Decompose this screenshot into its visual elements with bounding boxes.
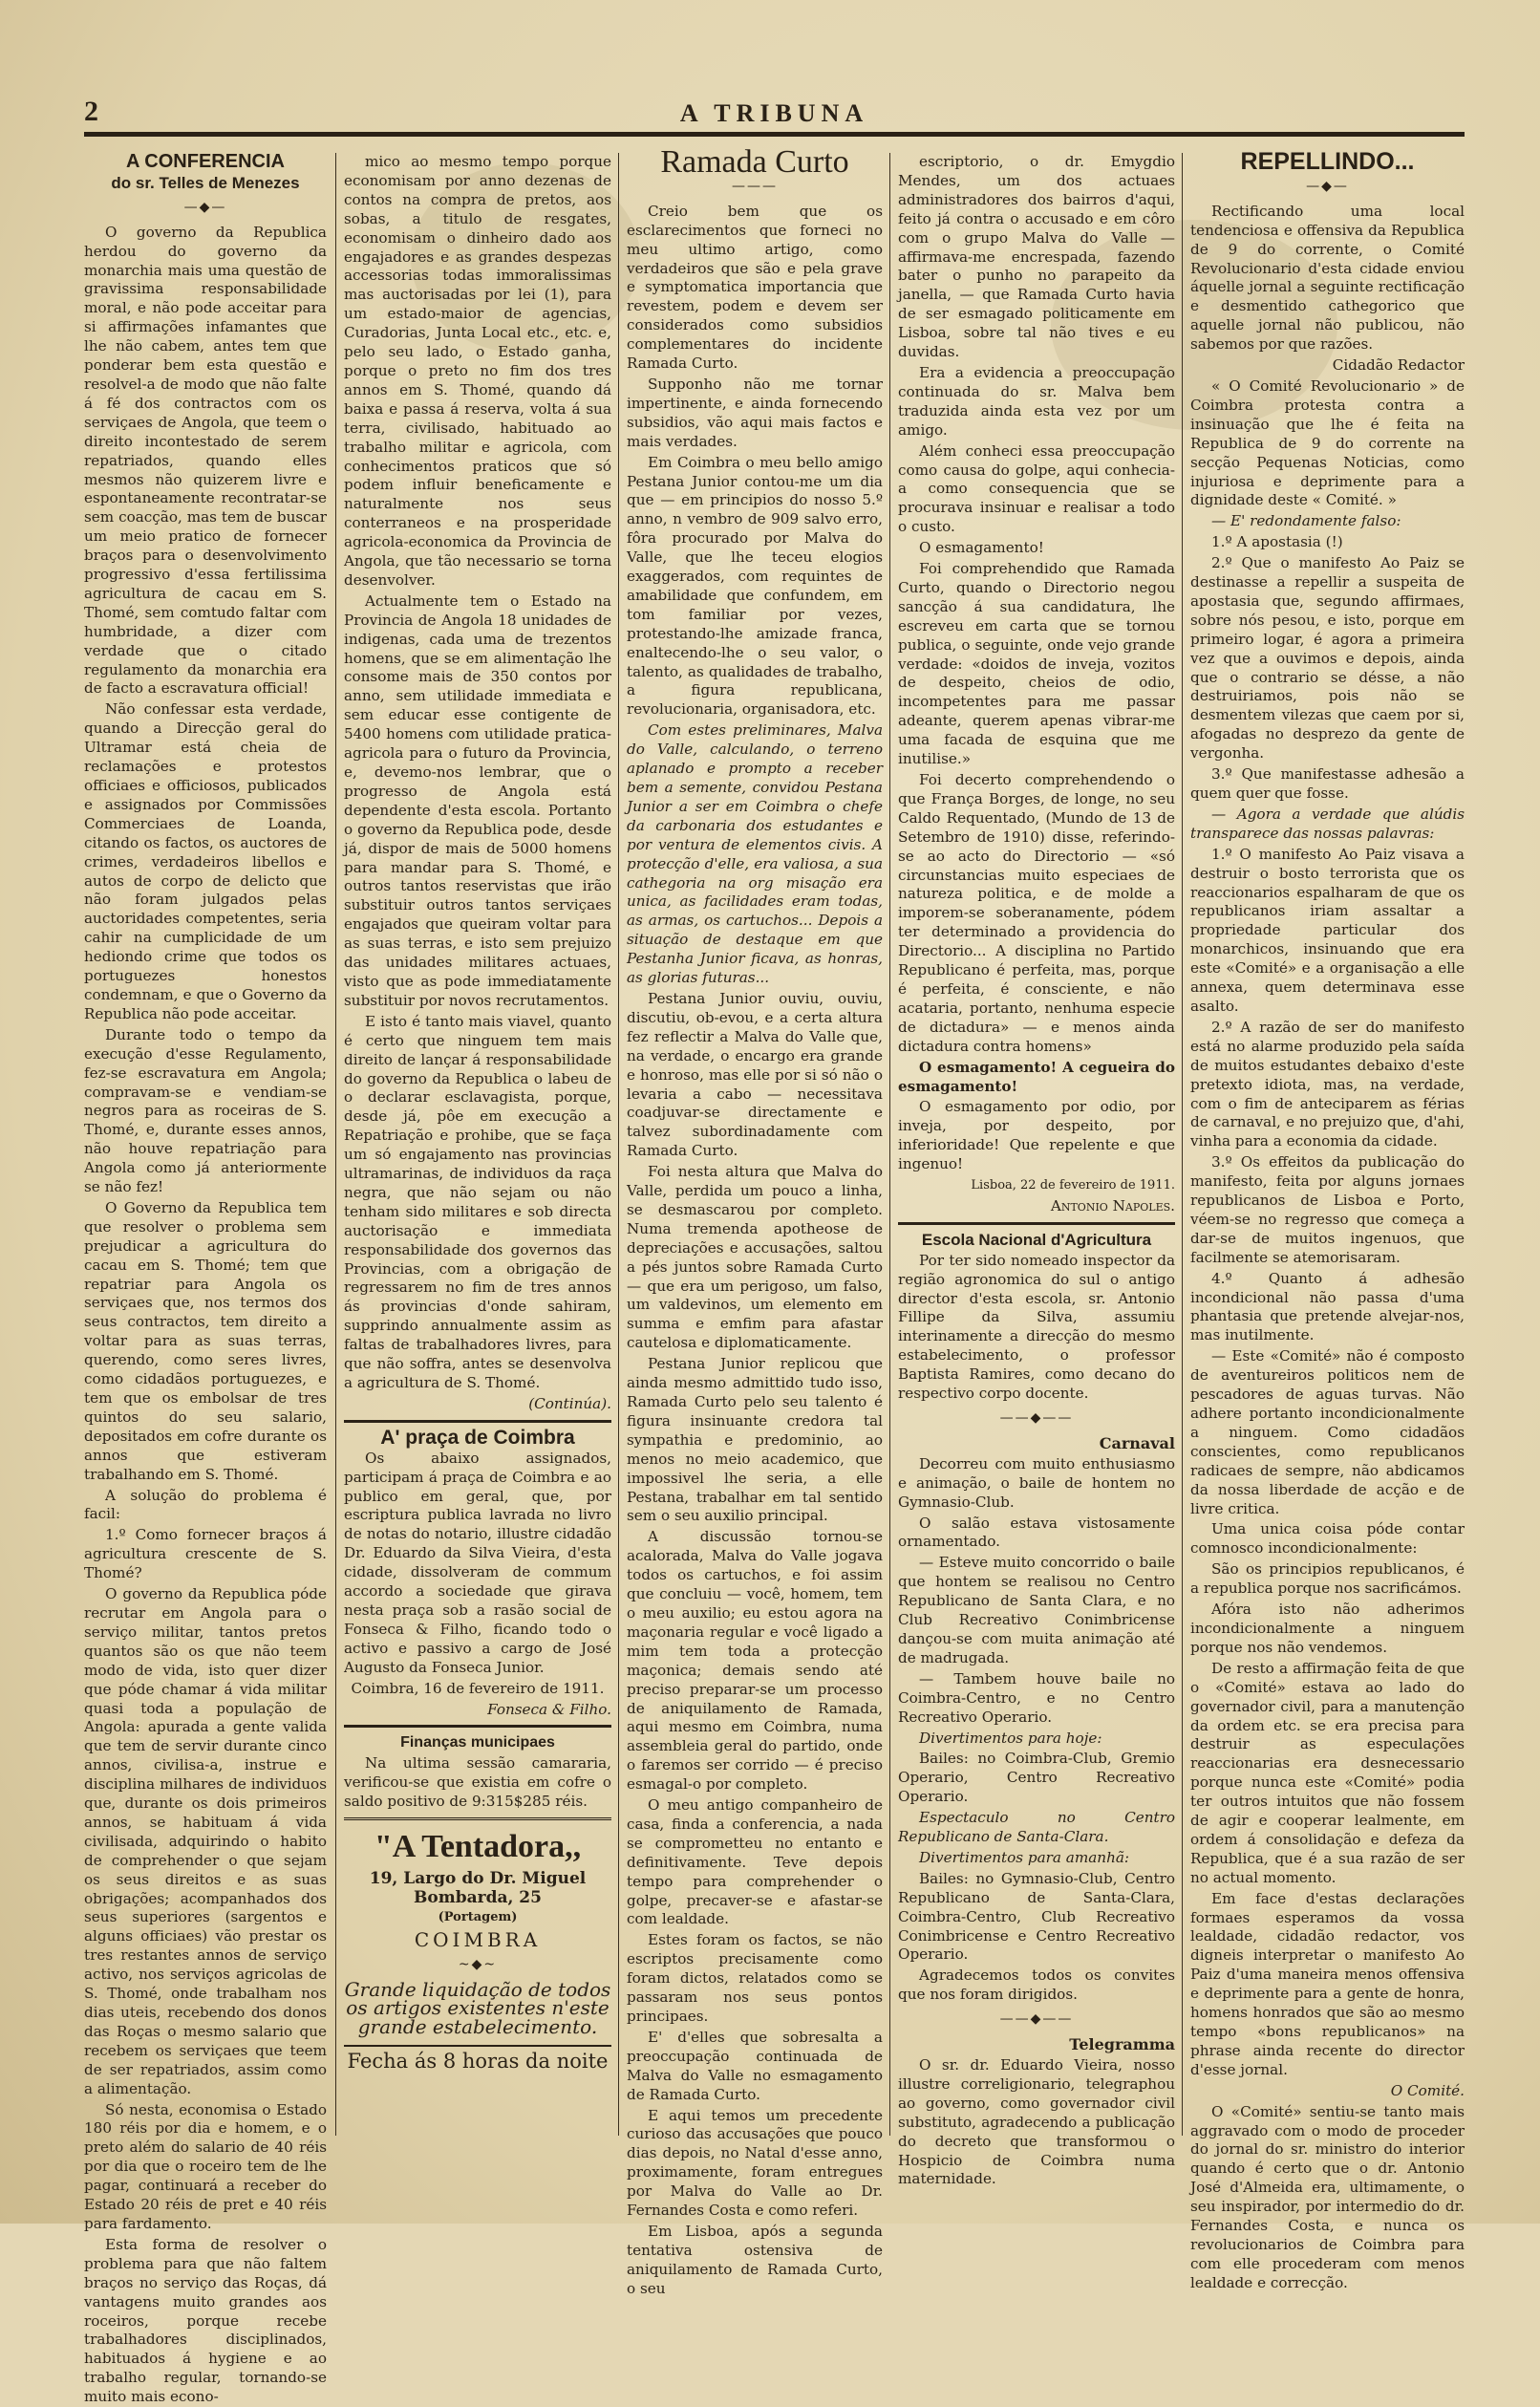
paragraph: E' d'elles que sobresalta a preoccupação continuada de Malva do Valle no esmagamento de Ramada Curto.	[627, 2028, 883, 2103]
paragraph: Por ter sido nomeado inspector da região agronomica do sul o antigo director d'esta escola, sr. Antonio Fillipe da Silva, assumiu interinamente a direcção do mesmo estabelecimento, o professor Baptista Ramires, como decano do respectivo corpo docente.	[898, 1251, 1175, 1403]
column-rule	[335, 153, 336, 2136]
paragraph: Espectaculo no Centro Republicano de Santa-Clara.	[898, 1809, 1175, 1846]
paragraph: Foi decerto comprehendendo o que França Borges, de longe, no seu Caldo Requentado, (Mundo de 13 de Setembro de 1910) disse, referindo-se ao acto do Directorio — «só circunstancias muito especiaes de natureza politica, e de molde a imporem-se soberanamente, pódem ter determinado a providencia do Directorio... A disciplina no Partido Republicano é perfeita, mas, porque é perfeita, é consciente, e não acataria, portanto, nenhuma especie de dictadura» — e menos ainda dictadura contra homens»	[898, 771, 1175, 1055]
paragraph: Divertimentos para amanhã:	[919, 1848, 1130, 1866]
article-date: Lisboa, 22 de fevereiro de 1911.	[971, 1178, 1175, 1193]
paragraph: Em Coimbra o meu bello amigo Pestana Junior contou-me um dia que — em principios do nosso 5.º anno, n vembro de 909 salvo erro, fôra procurado por Malva do Valle, que lhe teceu elogios exaggerados, com requintes de amabilidade que confundem, em tom familiar por vezes, protestando-lhe amizade franca, enaltecendo-lhe o seu valor, o talento, as qualidades de trabalho, a figura republicana, revolucionaria, organisadora, etc.	[627, 453, 883, 719]
paragraph: O governo da Republica herdou do governo da monarchia mais uma questão de gravissima responsabilidade moral, e não pode acceitar para si affirmações infamantes que lhe não cabem, antes tem que ponderar bem esta questão e resolvel-a de modo que não falte á fé dos contractos com os serviçaes de Angola, que teem o direito incontestado de serem repatriados, quando elles mesmos não quizerem livre e espontaneamente recontratar-se sem coacção, mas tem de buscar um meio pratico de fornecer braços para o desenvolvimento progressivo d'essa fertilissima agricultura de cacau em S. Thomé, sem comtudo faltar com humbridade, a dizer com verdade que o citado regulamento da monarchia era de facto a escravatura official!	[84, 223, 327, 698]
paragraph: Os abaixo assignados, participam á praça de Coimbra e ao publico em geral, que, por escriptura publica lavrada no livro de notas do notario, illustre cidadão Dr. Eduardo da Silva Vieira, d'esta cidade, dissolveram de commum accordo a sociedade que girava nesta praça sob a rasão social de Fonseca & Filho, ficando todo o activo e passivo a cargo de José Augusto da Fonseca Junior.	[344, 1449, 611, 1676]
separator: —◆—	[183, 199, 227, 215]
paragraph: Bailes: no Coimbra-Club, Gremio Operario, Centro Recreativo Operario.	[898, 1750, 1175, 1806]
paragraph: mico ao mesmo tempo porque economisam por anno dezenas de contos na compra de pretos, aos sobas, a titulo de resgates, economisam o dinheiro dado aos engajadores e as grandes despezas accessorias todas immoralissimas mas auctorisadas por lei (1), para um estado-maior de agencias, Curadorias, Junta Local etc., etc. e, pelo seu lado, o Estado ganha, porque o preto no fim dos tres annos em S. Thomé, quando dá baixa e passa á reserva, volta á sua terra, civilisado, habituado ao trabalho militar e agricola, com conhecimentos praticos que só podem influir beneficamente e naturalmente nos seus conterraneos e na prosperidade agricola-economica da Provincia de Angola, que tão necessario se torna desenvolver.	[344, 153, 611, 589]
notice-signature: Fonseca & Filho.	[487, 1700, 611, 1718]
paragraph: O Governo da Republica tem que resolver o problema sem prejudicar a agricultura do cacau em S. Thomé; tem que repatriar para Angola os serviçaes que, nos termos dos seus contractos, tem direito a voltar para as suas terras, querendo, como seres livres, como cidadãos portuguezes, e tem que os embolsar de tres quintos do seu salario, depositados em cofre durante os annos que estiveram trabalhando em S. Thomé.	[84, 1198, 327, 1483]
paragraph: E isto é tanto mais viavel, quanto é certo que ninguem tem mais direito de lançar á responsabilidade do governo da Republica o labeu de o declarar esclavagista, porque, desde já, pôe em execução a Repatriação e prohibe, que se faça um só engajamento nas provincias ultramarinas, de individuos da raça negra, que não sejam ou não tenham sido militares e sob directa auctorisação e immediata responsabilidade dos governos das Provincias, com a obrigação de regressarem no fim de tres annos ás provincias d'onde sahiram, supprindo annualmente assim as faltas de trabalhadores livres, para que não soffra, antes se desenvolva a agricultura de S. Thomé.	[344, 1012, 611, 1391]
paragraph: O esmagamento! A cegueira do esmagamento!	[898, 1058, 1175, 1095]
paragraph: 1.º A apostasia (!)	[1211, 533, 1343, 551]
notice-date: Coimbra, 16 de fevereiro de 1911.	[351, 1679, 605, 1697]
paragraph: Não confessar esta verdade, quando a Direcção geral do Ultramar está cheia de reclamações e protestos officiaes e officiosos, publicados e assignados por Commissões Commerciaes de Loanda, citando os factos, os auctores de crimes, verdadeiros libellos e autos de corpo de delicto que não foram julgados pelas auctoridades competentes, seria cahir na cumplicidade de um hediondo crime que todos os portuguezes honestos condemnam, e que o Governo da Republica não pode acceitar.	[84, 700, 327, 1022]
article-subheading: do sr. Telles de Menezes	[111, 173, 300, 192]
article-heading: Ramada Curto	[660, 144, 849, 180]
ad-text: Grande liquidação de todos os artigos existentes n'este grande estabelecimento.	[344, 1977, 611, 2039]
paragraph: Rectificando uma local tendenciosa e offensiva da Republica de 9 do corrente, o Comité Revolucionario d'esta cidade enviou áquelle jornal a seguinte rectificação e desmentido cathegorico que aquelle jornal não publicou, não sabemos por que razões.	[1190, 202, 1465, 354]
salutation: Cidadão Redactor	[1332, 356, 1465, 375]
paragraph: Foi nesta altura que Malva do Valle, perdida um pouco a linha, se desmascarou por completo. Numa tremenda apotheose de depreciações e accusações, saltou a pés juntos sobre Ramada Curto — que era um perigoso, um falso, um valdevinos, um elemento em summa e emfim para afastar cautelosa e diplomaticamente.	[627, 1163, 883, 1352]
paragraph: A discussão tornou-se acalorada, Malva do Valle jogava todos os cartuchos, e foi assim que concluiu — você, homem, tem o meu auxilio; eu estou agora na maçonaria regular e você ligado a mim tem toda a protecção maçonica; demais sendo até preciso preparar-se um processo de aniquilamento de Ramada, aqui mesmo em Coimbra, numa assembleia geral do partido, onde o faremos ser corrido — é preciso esmagal-o por completo.	[627, 1528, 883, 1794]
paragraph: Pestana Junior replicou que ainda mesmo admittido tudo isso, Ramada Curto pelo seu talento é figura insinuante credora tal sympathia e predominio, ao menos no meio academico, que impossivel lhe seria, a elle Pestana, trabalhar em tal sentido sem o seu auxilio principal.	[627, 1355, 883, 1525]
paragraph: De resto a affirmação feita de que o «Comité» estava ao lado do governador civil, para a manutenção da ordem etc. se era precisa para destruir as especulações reaccionarias era desnecessario porque nunca este «Comité» podia ter outros intuitos que não fossem de agir e cooperar lealmente, em ordem á consolidação e defeza da Republica, que é a sua razão de ser no actual momento.	[1190, 1659, 1465, 1886]
notice-heading: A' praça de Coimbra	[380, 1426, 575, 1449]
section-rule	[898, 1222, 1175, 1225]
paragraph: 3.º Os effeitos da publicação do manifesto, feita por alguns jornaes republicanos de Lisboa e Porto, véem-se no regresso que começa a dar-se de muitos ingenuos, que facilmente se atemorisaram.	[1190, 1153, 1465, 1266]
paragraph: Só nesta, economisa o Estado 180 réis por dia e homem, e o preto além do salario de 40 réis por dia que o roceiro tem de lhe pagar, continuará a receber do Estado 20 réis de pret e 40 réis para fardamento.	[84, 2100, 327, 2232]
paragraph: O meu antigo companheiro de casa, finda a conferencia, a nada se comprometteu no entanto e definitivamente. Teve depois tempo para comprehender o golpe, precaver-se e afastar-se com lealdade.	[627, 1796, 883, 1928]
separator: —◆—	[1306, 178, 1349, 194]
paragraph: O salão estava vistosamente ornamentado.	[898, 1514, 1175, 1551]
paragraph: Esta forma de resolver o problema para que não faltem braços no serviço das Roças, dá vantagens muito grandes aos roceiros, porque recebe trabalhadores disciplinados, habituados á hygiene e ao trabalho regular, tornando-se muito mais econo-	[84, 2235, 327, 2406]
ad-address: 19, Largo do Dr. Miguel Bombarda, 25	[369, 1869, 587, 1907]
paragraph: Uma unica coisa póde contar comnosco incondicionalmente:	[1190, 1520, 1465, 1558]
paragraph: Na ultima sessão camararia, verificou-se que existia em cofre o saldo positivo de 9:315$285 réis.	[344, 1754, 611, 1811]
paragraph: — Este «Comité» não é composto de aventureiros politicos nem de pescadores de aguas turvas. Não adhere portanto incondicionalmente a ninguem. Como cidadãos conscientes, como republicanos radicaes de sempre, não abdicamos da nossa liberdade de acção e de livre critica.	[1190, 1347, 1465, 1517]
paragraph: 1.º O manifesto Ao Paiz visava a destruir o bosto terrorista que os reaccionarios espalharam de que os republicanos iriam assaltar a propriedade particular dos monarchicos, insinuando que era este «Comité» e a organisação a elle annexa, quem determinava esse asalto.	[1190, 845, 1465, 1015]
paragraph: O governo da Republica póde recrutar em Angola para o serviço militar, tantos pretos quantos são os que não teem modo de vida, isto quer dizer que póde chamar á vida militar quasi toda a população de Angola: apurada a gente valida que tem de servir durante cinco annos, civilisa-a, instrue e disciplina milhares de individuos que, durante os dois primeiros annos, se habituam á vida civilisada, adquirindo o habito de comprehender o que sejam os seus direitos e as suas obrigações; acompanhados dos seus superiores (sargentos e alguns officiaes) vão prestar os tres restantes annos de serviço activo, nos serviços agricolas de S. Thomé, onde trabalham nos dias uteis, recebendo dos donos das Roças o mesmo salario que recebem os serviçaes que teem de ser repatriados, assim como a alimentação.	[84, 1585, 327, 2097]
separator: ——◆——	[999, 2011, 1074, 2028]
paragraph: Durante todo o tempo da execução d'esse Regulamento, fez-se escravatura em Angola; compravam-se e vendiam-se negros para as roceiras de S. Thomé, e, durante esses annos, não houve repatriação para Angola como já anteriormente se não fez!	[84, 1025, 327, 1196]
paragraph: escriptorio, o dr. Emygdio Mendes, um dos actuaes administradores dos bairros d'aqui, feito já contra o accusado e em côro com o grupo Malva do Valle — affirmava-me encrespada, fazendo bater o punho no parapeito da janella, — que Ramada Curto havia de ser esmagado politicamente em Lisboa, sobre tal não tives e eu duvidas.	[898, 153, 1175, 361]
paragraph: 2.º Que o manifesto Ao Paiz se destinasse a repellir a suspeita de apostasia que, segundo affirmaes, sobre nós pesou, e isto, porque em primeiro logar, é agora a primeira vez que a ouvimos e depois, ainda que o contrario se désse, a não destruiriamos, pois não se desmentem vilezas que caem por si, afogadas no desprezo da gente de vergonha.	[1190, 554, 1465, 763]
column-4	[898, 153, 1175, 2188]
paragraph: Estes foram os factos, se não escriptos precisamente como foram dictos, relatados como se passaram nos seus pontos principaes.	[627, 1931, 883, 2025]
ad-subtitle: (Portagem)	[438, 1909, 518, 1924]
paragraph: Supponho não me tornar impertinente, e ainda fornecendo subsidios, vão aqui mais factos e mais verdades.	[627, 375, 883, 450]
paragraph: 4.º Quanto á adhesão incondicional não passa d'uma phantasia que pretende alvejar-nos, mas inutilmente.	[1190, 1269, 1465, 1344]
article-heading: A CONFERENCIA	[126, 151, 285, 172]
column-2	[344, 153, 611, 2140]
paragraph: Pestana Junior ouviu, ouviu, discutiu, ob-evou, e a certa altura fez reflectir a Malva do Valle que, na verdade, o encargo era grande e honroso, mas elle por si só não o levaria a cabo — necessitava coadjuvar-se directamente e talvez subordinadamente com Ramada Curto.	[627, 989, 883, 1160]
column-5	[1190, 148, 1465, 2291]
ad-city: COIMBRA	[414, 1927, 542, 1951]
paragraph: Era a evidencia a preoccupação continuada do sr. Malva bem traduzida ainda esta vez por um amigo.	[898, 363, 1175, 439]
notice-heading: Telegramma	[1069, 2035, 1175, 2054]
notice-heading: Carnaval	[1099, 1433, 1175, 1452]
ad-shop-name: "A Tentadora,,	[374, 1829, 582, 1865]
paragraph: — Tambem houve baile no Coimbra-Centro, e no Centro Recreativo Operario.	[898, 1669, 1175, 1726]
newspaper-title: A TRIBUNA	[679, 99, 869, 127]
paragraph: — Esteve muito concorrido o baile que hontem se realisou no Centro Republicano de Santa Clara, e no Club Recreativo Conimbricense dançou-se com muita animação até de madrugada.	[898, 1554, 1175, 1666]
section-rule	[344, 1420, 611, 1423]
article-author: Antonio Napoles.	[1050, 1196, 1175, 1214]
paragraph: Divertimentos para hoje:	[919, 1729, 1102, 1747]
paragraph: Além conheci essa preoccupação como causa do golpe, aqui conhecia-a como consequencia que se procurava insinuar e realisar a todo o custo.	[898, 441, 1175, 536]
signature: O Comité.	[1390, 2081, 1465, 2099]
paragraph: O esmagamento por odio, por inveja, por despeito, por inferioridade! Que repelente e que ingenuo!	[898, 1098, 1175, 1173]
column-rule	[1182, 153, 1183, 2136]
column-rule	[889, 153, 890, 2136]
page-number: 2	[84, 96, 98, 127]
section-rule	[344, 1725, 611, 1728]
paragraph: 3.º Que manifestasse adhesão a quem quer que fosse.	[1190, 765, 1465, 802]
paragraph: São os principios republicanos, é a republica porque nos sacrificámos.	[1190, 1560, 1465, 1598]
paragraph: 2.º A razão de ser do manifesto está no alarme produzido pela saída de muitos estudantes debaixo d'este pretexto idiota, mas, na verdade, com o fim de anteciparem as férias de carnaval, e no prejuizo que, d'ahi, vinha para a economia da cidade.	[1190, 1018, 1465, 1150]
column-3	[627, 144, 883, 2297]
paragraph: — E' redondamente falso:	[1211, 512, 1401, 530]
paragraph: Decorreu com muito enthusiasmo e animação, o baile de hontem no Gymnasio-Club.	[898, 1454, 1175, 1511]
separator: ——◆——	[999, 1410, 1074, 1426]
paragraph: O «Comité» sentiu-se tanto mais aggravado com o modo de proceder do jornal do sr. ministro do interior quando é certo que o dr. Antonio José d'Almeida era, ultimamente, o seu inspirador, por intermedio do dr. Fernandes Costa, e nunca os revolucionarios de Coimbra para com elle procederam com menos lealdade e correcção.	[1190, 2102, 1465, 2291]
paragraph: E aqui temos um precedente curioso das accusações que pouco dias depois, no Natal d'esse anno, proximamente, foram entregues por Malva do Valle ao Dr. Fernandes Costa e como referi.	[627, 2106, 883, 2220]
paragraph: Em Lisboa, após a segunda tentativa ostensiva de aniquilamento de Ramada Curto, o seu	[627, 2222, 883, 2297]
column-rule	[618, 153, 619, 2136]
separator: ~◆~	[458, 1956, 498, 1972]
paragraph: A solução do problema é facil:	[84, 1486, 327, 1523]
paragraph: O esmagamento!	[919, 539, 1044, 557]
ad-closing: Fecha ás 8 horas da noite	[344, 2045, 611, 2072]
notice-heading: Finanças municipaes	[400, 1734, 555, 1752]
column-1	[84, 151, 327, 2406]
paragraph: Creio bem que os esclarecimentos que forneci no meu ultimo artigo, como verdadeiros que são e pela grave e symptomatica importancia que revestem, podem e devem ser considerados como subsidios complementares do incidente Ramada Curto.	[627, 202, 883, 373]
paragraph: Agradecemos todos os convites que nos foram dirigidos.	[898, 1966, 1175, 2004]
paragraph: O sr. dr. Eduardo Vieira, nosso illustre correligionario, telegraphou ao governo, como governador civil substituto, agradecendo a publicação do decreto que transformou o Hospicio de Coimbra numa maternidade.	[898, 2056, 1175, 2188]
continua-note: (Continúa).	[528, 1394, 611, 1412]
paragraph: 1.º Como fornecer braços á agricultura crescente de S. Thomé?	[84, 1526, 327, 1582]
separator: ———	[732, 178, 778, 194]
paragraph: Bailes: no Gymnasio-Club, Centro Republicano de Santa-Clara, Coimbra-Centro, Club Recreativo Conimbricense e Centro Recreativo Operario.	[898, 1869, 1175, 1964]
paragraph: Com estes preliminares, Malva do Valle, calculando, o terreno aplanado e prompto a receber bem a semente, convidou Pestana Junior a ser em Coimbra o chefe da carbonaria dos estudantes e por ventura de elementos civis. A protecção d'elle, era valiosa, a sua cathegoria na org misação era unica, as facilidades eram todas, as armas, os cartuchos... Depois a situação de destaque em que Pestanha Junior ficava, as honras, as glorias futuras...	[627, 721, 883, 987]
notice-heading: Escola Nacional d'Agricultura	[921, 1230, 1152, 1249]
masthead	[84, 94, 1465, 137]
article-heading: REPELLINDO...	[1240, 148, 1415, 175]
paragraph: Afóra isto não adherimos incondicionalmente a ninguem porque nos não vendemos.	[1190, 1601, 1465, 1656]
paragraph: « O Comité Revolucionario » de Coimbra protesta contra a insinuação que lhe é feita na Republica de 9 do corrente na secção Pequenas Noticias, como injuriosa e deprimente para a dignidade deste « Comité. »	[1190, 376, 1465, 509]
advertisement	[344, 1817, 611, 2072]
paragraph: Foi comprehendido que Ramada Curto, quando o Directorio negou sancção á sua candidatura, lhe escreveu em carta que se tornou publica, o seguinte, onde vejo grande verdade: «doidos de inveja, vozitos de despeito, cheios de odio, incompetentes para me passar adeante, querem apenas vibrar-me uma facada de esquina que me inutilise.»	[898, 560, 1175, 768]
paragraph: Em face d'estas declarações formaes esperamos da vossa lealdade, cidadão redactor, vos digneis interpretar o manifesto Ao Paiz d'uma maneira menos offensiva e deprimente para a gente de honra, homens honrados que são ao mesmo tempo «bons republicanos» na phrase ainda recente do director d'esse jornal.	[1190, 1889, 1465, 2078]
paragraph: Actualmente tem o Estado na Provincia de Angola 18 unidades de indigenas, cada uma de trezentos homens, que se em alimentação lhe consome mais de 350 contos por anno, sem utilidade immediata e sem educar esse contigente de 5400 homens com utilidade pratica-agricola para o futuro da Provincia, e, devemo-nos lembrar, que o progresso de Angola está dependente d'esta escola. Portanto o governo da Republica pode, desde já, dispor de mais de 5000 homens para mandar para S. Thomé, e outros tantos reservistas que irão substituir outros tantos serviçaes engajados que queiram voltar para as suas terras, e isto sem prejuizo das unidades militares actuaes, visto que as pode immediatamente substituir por novos recrutamentos.	[344, 591, 611, 1009]
paragraph: — Agora a verdade que alúdis transparece das nossas palavras:	[1190, 805, 1465, 842]
